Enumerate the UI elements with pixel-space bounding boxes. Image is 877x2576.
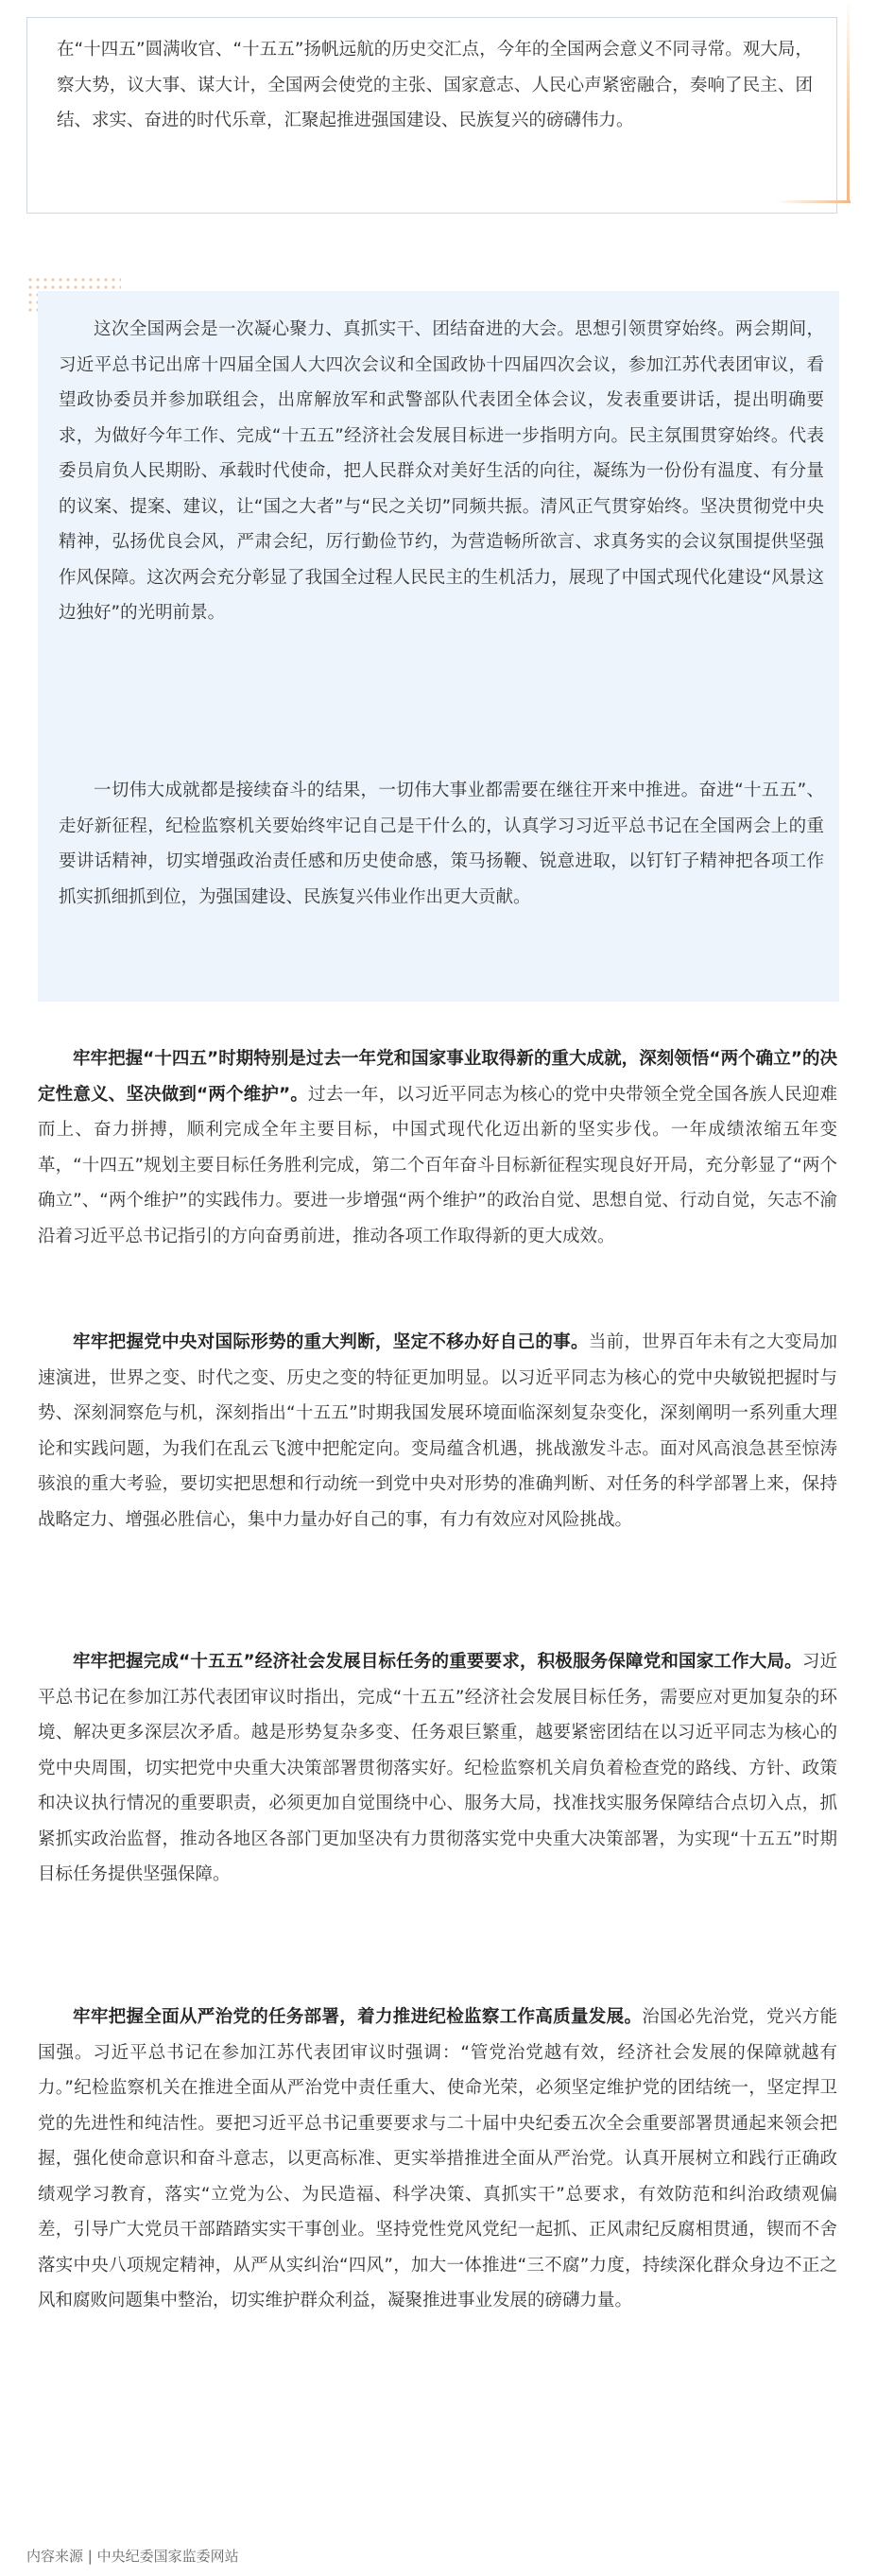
section-lead: 牢牢把握完成“十五五”经济社会发展目标任务的重要要求，积极服务保障党和国家工作大局。 [73, 1652, 802, 1672]
section-lead: 牢牢把握“十四五”时期特别是过去一年党和国家事业取得新的重大成就，深刻领悟“两个确立”的决定性意义、坚决做到“两个维护”。 [38, 1049, 837, 1105]
section-paragraph-3 [38, 1644, 837, 1893]
intro-corner-accent [847, 0, 850, 202]
intro-paragraph: 在“十四五”圆满收官、“十五五”扬帆远航的历史交汇点，今年的全国两会意义不同寻常。观大局，察大势，议大事、谋大计，全国两会使党的主张、国家意志、人民心声紧密融合，奏响了民主、团结、求实、奋进的时代乐章，汇聚起推进强国建设、民族复兴的磅礴伟力。 [57, 40, 813, 130]
section-paragraph-4 [38, 2000, 837, 2319]
section-body: 过去一年，以习近平同志为核心的党中央带领全党全国各族人民迎难而上、奋力拼搏，顺利完成全年主要目标，中国式现代化迈出新的坚实步伐。一年成绩浓缩五年变革，“十四五”规划主要目标任务胜利完成，第二个百年奋斗目标新征程实现良好开局，充分彰显了“两个确立”、“两个维护”的实践伟力。要进一步增强“两个维护”的政治自觉、思想自觉、行动自觉，矢志不渝沿着习近平总书记指引的方向奋勇前进，推动各项工作取得新的更大成效。 [38, 1084, 837, 1246]
section-body: 习近平总书记在参加江苏代表团审议时指出，完成“十五五”经济社会发展目标任务，需要应对更加复杂的环境、解决更多深层次矛盾。越是形势复杂多变、任务艰巨繁重，越要紧密团结在以习近平同志为核心的党中央周围，切实把党中央重大决策部署贯彻落实好。纪检监察机关肩负着检查党的路线、方针、政策和决议执行情况的重要职责，必须更加自觉围绕中心、服务大局，找准找实服务保障结合点切入点，抓紧抓实政治监督，推动各地区各部门更加坚决有力贯彻落实党中央重大决策部署，为实现“十五五”时期目标任务提供坚强保障。 [38, 1652, 837, 1884]
highlight-paragraph-2: 一切伟大成就都是接续奋斗的结果，一切伟大事业都需要在继往开来中推进。奋进“十五五”、走好新征程，纪检监察机关要始终牢记自己是干什么的，认真学习习近平总书记在全国两会上的重要讲话精神，切实增强政治责任感和历史使命感，策马扬鞭、锐意进取，以钉钉子精神把各项工作抓实抓细抓到位，为强国建设、民族复兴伟业作出更大贡献。 [59, 781, 824, 907]
section-lead: 牢牢把握全面从严治党的任务部署，着力推进纪检监察工作高质量发展。 [73, 2007, 643, 2027]
intro-corner-accent-bottom [775, 200, 851, 203]
section-paragraph-2 [38, 1325, 837, 1537]
content-source: 内容来源 | 中央纪委国家监委网站 [26, 2548, 239, 2565]
section-body: 当前，世界百年未有之大变局加速演进，世界之变、时代之变、历史之变的特征更加明显。以习近平同志为核心的党中央敏锐把握时与势、深刻洞察危与机，深刻指出“十五五”时期我国发展环境面临深刻复杂变化，深刻阐明一系列重大理论和实践问题，为我们在乱云飞渡中把舵定向。变局蕴含机遇，挑战激发斗志。面对风高浪急甚至惊涛骇浪的重大考验，要切实把思想和行动统一到党中央对形势的准确判断、对任务的科学部署上来，保持战略定力、增强必胜信心，集中力量办好自己的事，有力有效应对风险挑战。 [38, 1332, 837, 1530]
section-body: 治国必先治党，党兴方能国强。习近平总书记在参加江苏代表团审议时强调：“管党治党越有效，经济社会发展的保障就越有力。”纪检监察机关在推进全面从严治党中责任重大、使命光荣，必须坚定维护党的团结统一，坚定捍卫党的先进性和纯洁性。要把习近平总书记重要要求与二十届中央纪委五次全会重要部署贯通起来领会把握，强化使命意识和奋斗意志，以更高标准、更实举措推进全面从严治党。认真开展树立和践行正确政绩观学习教育，落实“立党为公、为民造福、科学决策、真抓实干”总要求，有效防范和纠治政绩观偏差，引导广大党员干部踏踏实实干事创业。坚持党性党风党纪一起抓、正风肃纪反腐相贯通，锲而不舍落实中央八项规定精神，从严从实纠治“四风”，加大一体推进“三不腐”力度，持续深化群众身边不正之风和腐败问题集中整治，切实维护群众利益，凝聚推进事业发展的磅礴力量。 [38, 2007, 837, 2310]
section-lead: 牢牢把握党中央对国际形势的重大判断，坚定不移办好自己的事。 [73, 1332, 589, 1352]
highlight-paragraph-1: 这次全国两会是一次凝心聚力、真抓实干、团结奋进的大会。思想引领贯穿始终。两会期间，习近平总书记出席十四届全国人大四次会议和全国政协十四届四次会议，参加江苏代表团审议，看望政协委员并参加联组会，出席解放军和武警部队代表团全体会议，发表重要讲话，提出明确要求，为做好今年工作、完成“十五五”经济社会发展目标进一步指明方向。民主氛围贯穿始终。代表委员肩负人民期盼、承载时代使命，把人民群众对美好生活的向往，凝练为一份份有温度、有分量的议案、提案、建议，让“国之大者”与“民之关切”同频共振。清风正气贯穿始终。坚决贯彻党中央精神，弘扬优良会风，严肃会纪，厉行勤俭节约，为营造畅所欲言、求真务实的会议氛围提供坚强作风保障。这次两会充分彰显了我国全过程人民民主的生机活力，展现了中国式现代化建设“风景这边独好”的光明前景。 [59, 319, 824, 623]
section-paragraph-1 [38, 1041, 837, 1254]
